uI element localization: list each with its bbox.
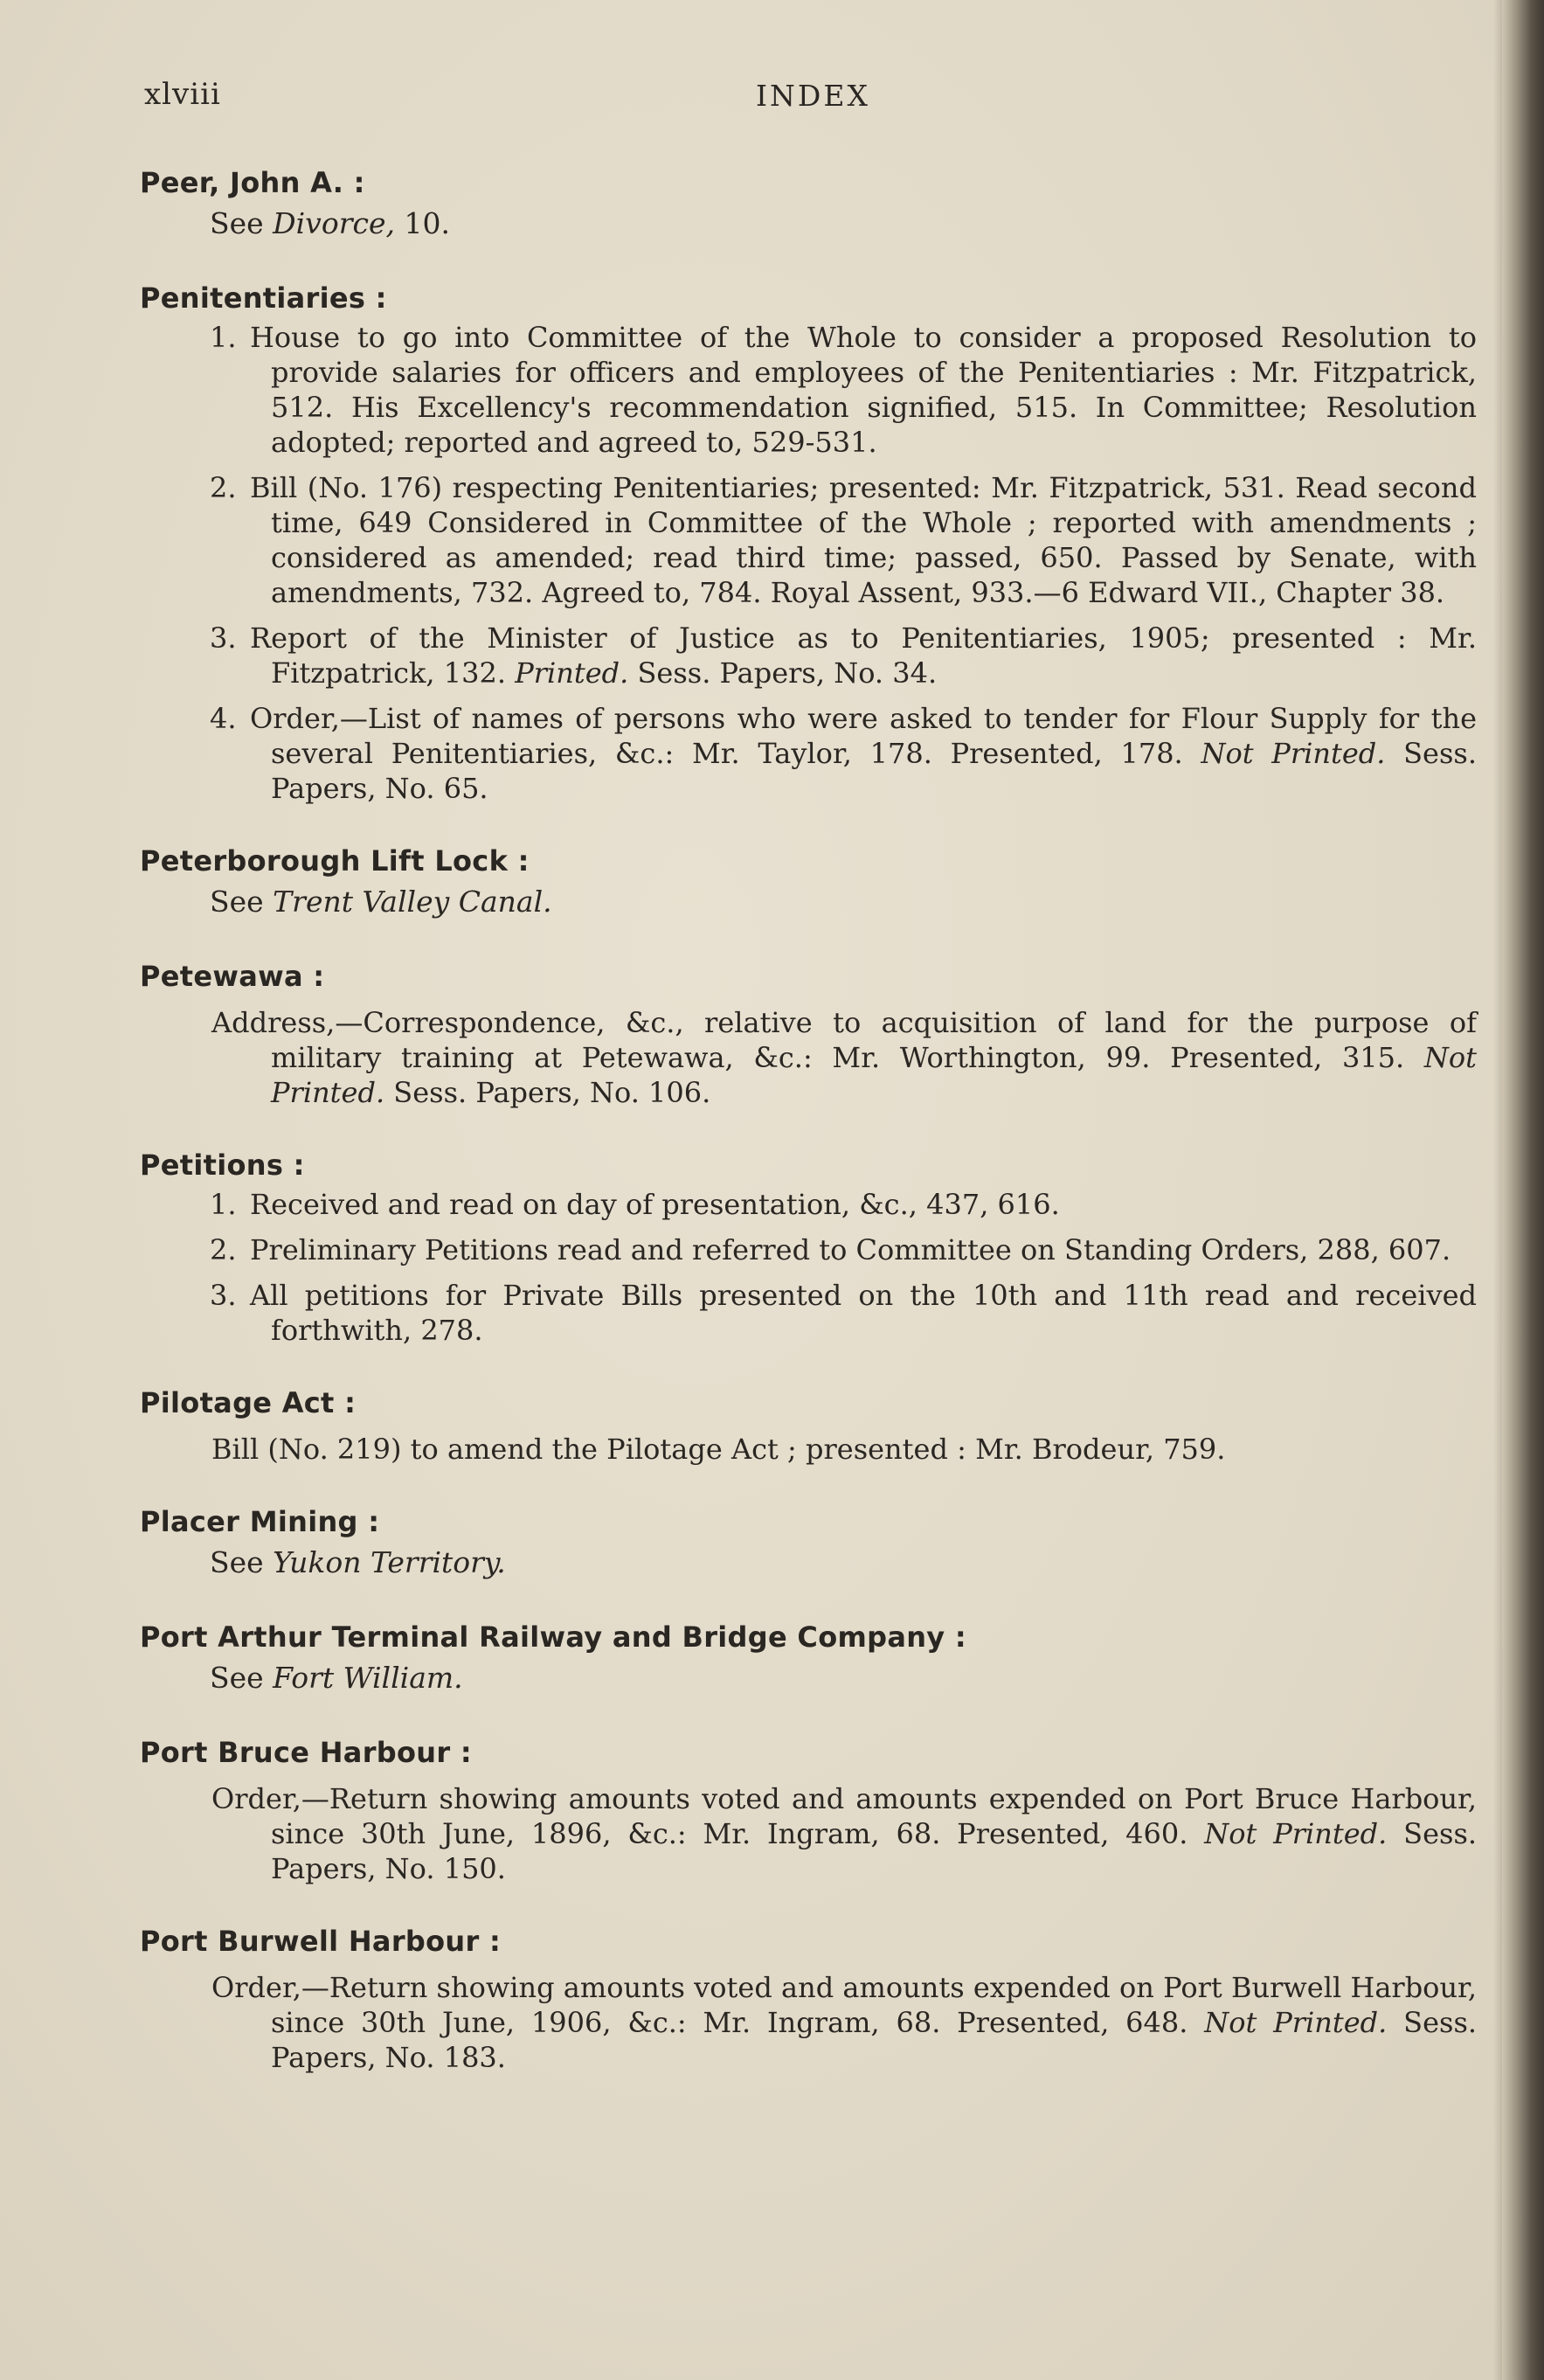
para-text: Address,—Correspondence, &c., relative to acquisition of land for the purpose of military training at Petewawa, &c.: Mr. Worthington, 99. Presented, 315. — [211, 1006, 1477, 1074]
index-entry — [140, 1148, 1477, 1348]
entry-heading: Pilotage Act : — [140, 1386, 357, 1419]
index-content — [140, 166, 1477, 2113]
entry-paragraph — [140, 1432, 1477, 1467]
page-header — [144, 77, 1472, 129]
item-number: 1. — [210, 321, 237, 354]
para-italic: Not Printed. — [1204, 1817, 1388, 1850]
entry-heading: Peer, John A. : — [140, 166, 365, 199]
item-text: All petitions for Private Bills presented on the 10th and 11th read and received forthwith, 278. — [250, 1279, 1477, 1347]
see-reference — [210, 1659, 1477, 1697]
see-prefix: See — [210, 1545, 264, 1579]
para-text: Order,—Return showing amounts voted and amounts expended on Port Bruce Harbour, since 30th June, 1896, &c.: Mr. Ingram, 68. Presented, 460. — [211, 1782, 1477, 1850]
see-target: Fort William. — [273, 1661, 463, 1695]
item-text: Preliminary Petitions read and referred to Committee on Standing Orders, 288, 607. — [250, 1233, 1451, 1266]
see-target: Yukon Territory. — [273, 1545, 506, 1579]
entry-heading: Port Burwell Harbour : — [140, 1925, 502, 1958]
item-italic: Not Printed. — [1201, 737, 1386, 770]
index-entry — [140, 1925, 1477, 2075]
entry-heading: Port Arthur Terminal Railway and Bridge Company : — [140, 1620, 966, 1654]
entry-heading: Petewawa : — [140, 960, 325, 993]
list-item — [149, 470, 1477, 610]
para-italic: Not Printed. — [1204, 2006, 1388, 2039]
list-item — [149, 320, 1477, 460]
para-after: Sess. Papers, No. 106. — [384, 1076, 711, 1109]
running-head: INDEX — [756, 79, 870, 113]
list-item — [149, 1187, 1477, 1222]
item-text: Report of the Minister of Justice as to Penitentiaries, 1905; presented : Mr. Fitzpatrick, 132. — [250, 621, 1477, 690]
item-number: 3. — [210, 621, 237, 655]
see-suffix: 10. — [394, 206, 450, 240]
list-item — [149, 1232, 1477, 1267]
item-number: 4. — [210, 702, 237, 735]
see-prefix: See — [210, 885, 264, 919]
item-after: Sess. Papers, No. 34. — [628, 656, 938, 690]
see-reference — [210, 1544, 1477, 1582]
item-text: House to go into Committee of the Whole to consider a proposed Resolution to provide salaries for officers and employees of the Penitentiaries : Mr. Fitzpatrick, 512. His Excellency's recommendation signified, 515. In Committee; Resolution adopted; reported and agreed to, 529-531. — [250, 321, 1477, 459]
see-target: Trent Valley Canal. — [273, 885, 552, 919]
entry-heading: Penitentiaries : — [140, 281, 387, 315]
entry-paragraph — [140, 1781, 1477, 1886]
para-text: Bill (No. 219) to amend the Pilotage Act ; presented : Mr. Brodeur, 759. — [211, 1433, 1226, 1466]
index-entry — [140, 960, 1477, 1110]
see-reference — [210, 205, 1477, 243]
entry-heading: Petitions : — [140, 1148, 305, 1182]
page-number: xlviii — [144, 77, 221, 112]
index-entry — [140, 844, 1477, 921]
item-italic: Printed. — [515, 656, 629, 690]
item-text: Received and read on day of presentation, &c., 437, 616. — [250, 1188, 1060, 1221]
list-item — [149, 621, 1477, 690]
item-number: 2. — [210, 1233, 237, 1266]
index-entry — [140, 166, 1477, 243]
para-text: Order,—Return showing amounts voted and amounts expended on Port Burwell Harbour, since 30th June, 1906, &c.: Mr. Ingram, 68. Presented, 648. — [211, 1971, 1477, 2039]
para-after: Sess. Papers, No. 183. — [271, 2006, 1478, 2074]
item-number: 2. — [210, 471, 237, 504]
page-gutter-shadow — [1493, 0, 1502, 2380]
entry-paragraph — [140, 1970, 1477, 2075]
para-after: Sess. Papers, No. 150. — [271, 1817, 1478, 1885]
see-prefix: See — [210, 206, 264, 240]
index-entry — [140, 1736, 1477, 1886]
list-item — [149, 701, 1477, 806]
see-reference — [210, 883, 1477, 921]
entry-heading: Port Bruce Harbour : — [140, 1736, 472, 1769]
list-item — [149, 1278, 1477, 1348]
entry-heading: Placer Mining : — [140, 1505, 380, 1538]
item-number: 1. — [210, 1188, 237, 1221]
para-italic: Not Printed. — [271, 1041, 1478, 1109]
item-text: Order,—List of names of persons who were asked to tender for Flour Supply for the several Penitentiaries, &c.: Mr. Taylor, 178. Presented, 178. — [250, 702, 1477, 770]
entry-heading: Peterborough Lift Lock : — [140, 844, 530, 878]
index-entry — [140, 1505, 1477, 1582]
see-target: Divorce, — [273, 206, 395, 240]
entry-paragraph — [140, 1005, 1477, 1110]
book-spine-edge — [1502, 0, 1544, 2380]
see-prefix: See — [210, 1661, 264, 1695]
index-entry — [140, 281, 1477, 806]
item-text: Bill (No. 176) respecting Penitentiaries; presented: Mr. Fitzpatrick, 531. Read second time, 649 Considered in Committee of the Whole ; reported with amendments ; considered as amended; read third time; passed, 650. Passed by Senate, with amendments, 732. Agreed to, 784. Royal Assent, 933.—6 Edward VII., Chapter 38. — [250, 471, 1477, 609]
index-entry — [140, 1386, 1477, 1467]
item-after: Sess. Papers, No. 65. — [271, 737, 1478, 805]
index-entry — [140, 1620, 1477, 1697]
item-number: 3. — [210, 1279, 237, 1312]
